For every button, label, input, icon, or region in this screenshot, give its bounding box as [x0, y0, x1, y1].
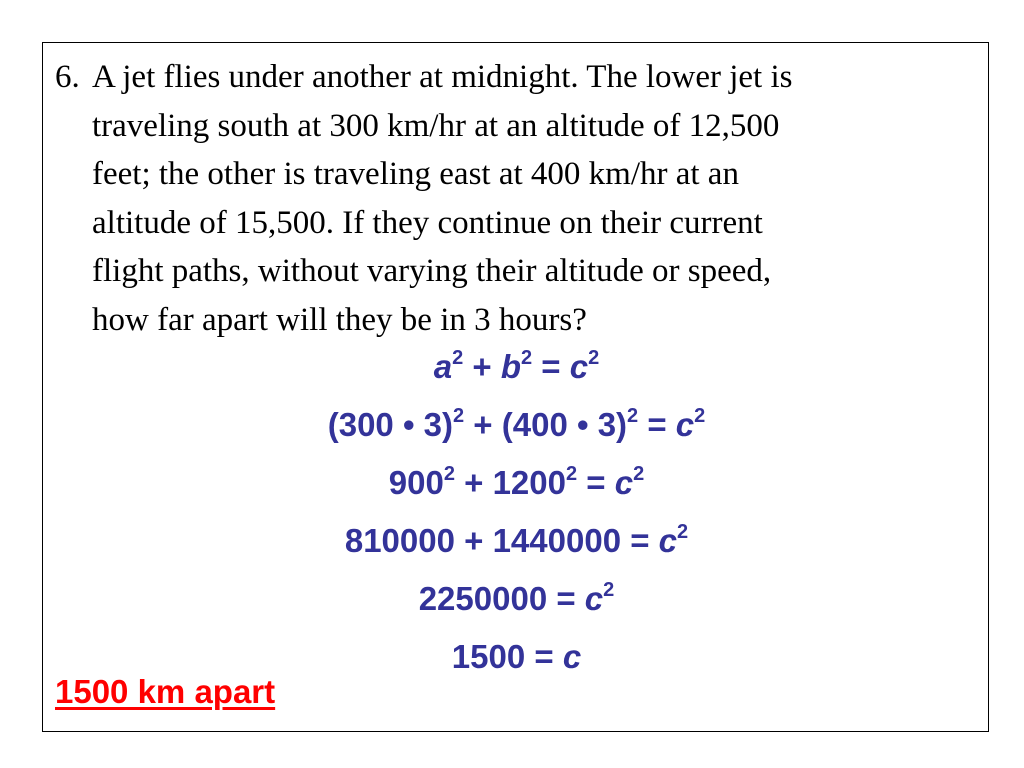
exponent: 2	[452, 347, 464, 369]
equation-line	[43, 512, 990, 570]
variable: c	[584, 580, 604, 617]
variable: c	[562, 638, 582, 675]
problem-statement	[55, 53, 975, 344]
equation-text: + (400 • 3)	[464, 406, 628, 443]
equation-text: 2250000 =	[418, 580, 585, 617]
exponent: 2	[627, 405, 639, 427]
exponent: 2	[566, 463, 578, 485]
variable: a	[433, 348, 453, 385]
equation-text: 900	[388, 464, 444, 501]
exponent: 2	[677, 521, 689, 543]
exponent: 2	[453, 405, 465, 427]
problem-number: 6.	[55, 59, 80, 95]
final-answer: 1500 km apart	[55, 673, 276, 710]
variable: c	[569, 348, 589, 385]
equation-text: (300 • 3)	[327, 406, 454, 443]
equation-text: +	[463, 348, 501, 385]
variable: c	[658, 522, 678, 559]
equation-text: =	[638, 406, 676, 443]
equation-line	[43, 570, 990, 628]
exponent: 2	[694, 405, 706, 427]
exponent: 2	[588, 347, 600, 369]
exponent: 2	[603, 579, 615, 601]
equation-text: 810000 + 1440000 =	[344, 522, 659, 559]
equation-text: 1500 =	[451, 638, 563, 675]
equation-text: + 1200	[454, 464, 566, 501]
exponent: 2	[521, 347, 533, 369]
equation-text: =	[577, 464, 615, 501]
equation-steps	[43, 338, 990, 686]
variable: c	[675, 406, 695, 443]
equation-line	[43, 396, 990, 454]
equation-text: =	[532, 348, 570, 385]
problem-text: A jet flies under another at midnight. The lower jet is traveling south at 300 km/hr at an altitude of 12,500 feet; the other is traveling east at 400 km/hr at an altitude of 15,500. If they continue on their current flight paths, without varying their altitude or speed, how far apart will they be in 3 hours?	[92, 59, 793, 338]
variable: b	[500, 348, 522, 385]
exponent: 2	[443, 463, 455, 485]
equation-line	[43, 454, 990, 512]
variable: c	[614, 464, 634, 501]
slide-frame	[42, 42, 989, 732]
equation-line	[43, 338, 990, 396]
exponent: 2	[633, 463, 645, 485]
